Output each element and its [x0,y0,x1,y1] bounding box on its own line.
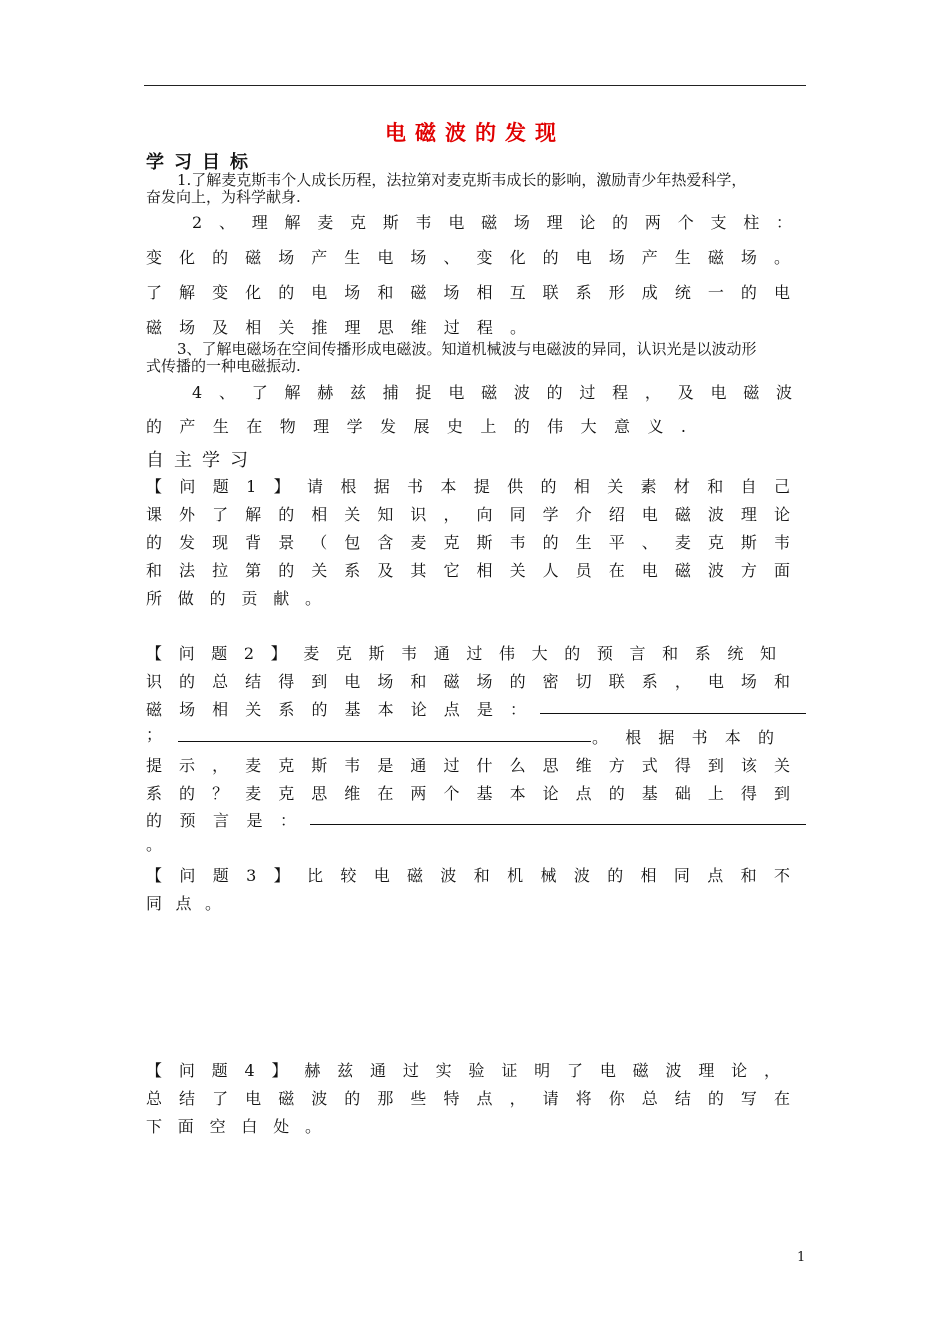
question-4-line-3: 下面空白处。 [146,1117,321,1136]
page-number: 1 [797,1250,806,1265]
question-1-line-1: 【问题1】请根据书本提供的相关素材和自己 [146,477,790,496]
goal-1-line-1: 1.了解麦克斯韦个人成长历程，法拉第对麦克斯韦成长的影响，激励青少年热爱科学， [177,171,747,189]
page-title: 电磁波的发现 [385,120,565,145]
question-4-line-2: 总结了电磁波的那些特点，请将你总结的写在 [146,1089,790,1108]
goal-4-line-1: 4、了解赫兹捕捉电磁波的过程，及电磁波 [192,383,792,402]
goal-2-line-4: 磁场及相关推理思维过程。 [146,318,526,337]
question-2-line-6: 系的？麦克思维在两个基本论点的基础上得到 [146,784,790,803]
question-1-line-4: 和法拉第的关系及其它相关人员在电磁波方面 [146,561,790,580]
question-1-line-5: 所做的贡献。 [146,589,321,608]
question-2-line-3: 磁场相关系的基本论点是： [146,700,526,719]
goal-2-line-3: 了解变化的电场和磁场相互联系形成统一的电 [146,283,790,302]
goal-1-line-2: 奋发向上，为科学献身. [146,188,301,206]
goal-2-line-2: 变化的磁场产生电场、变化的电场产生磁场。 [146,248,790,267]
goal-2-line-1: 2、理解麦克斯韦电磁场理论的两个支柱： [192,213,792,232]
question-2-line-2: 识的总结得到电场和磁场的密切联系，电场和 [146,672,790,691]
question-3-line-1: 【问题3】比较电磁波和机械波的相同点和不 [146,866,790,885]
question-1-line-3: 的发现背景（包含麦克斯韦的生平、麦克斯韦 [146,533,790,552]
header-rule [144,85,806,86]
question-4-line-1: 【问题4】赫兹通过实验证明了电磁波理论， [146,1061,780,1080]
goal-3-line-1: 3、了解电磁场在空间传播形成电磁波。知道机械波与电磁波的异同，认识光是以波动形 [177,340,757,358]
question-1-line-2: 课外了解的相关知识，向同学介绍电磁波理论 [146,505,790,524]
goal-4-line-2: 的产生在物理学发展史上的伟大意义. [146,417,686,436]
question-2-line-5: 提示，麦克斯韦是通过什么思维方式得到该关 [146,756,790,775]
answer-blank-2 [178,741,591,742]
goal-3-line-2: 式传播的一种电磁振动. [146,357,301,375]
answer-blank-1 [540,713,806,714]
section-heading-self-study: 自主学习 [146,450,258,471]
question-2-line-4: 。根据书本的 [592,728,774,747]
question-2-end: 。 [146,835,163,854]
question-2-line-1: 【问题2】麦克斯韦通过伟大的预言和系统知 [146,644,776,663]
question-2-semicolon: ； [146,725,163,744]
question-3-line-2: 同点。 [146,894,221,913]
section-heading-goals: 学习目标 [146,152,258,173]
answer-blank-3 [310,824,806,825]
question-2-line-7: 的预言是： [146,811,296,830]
